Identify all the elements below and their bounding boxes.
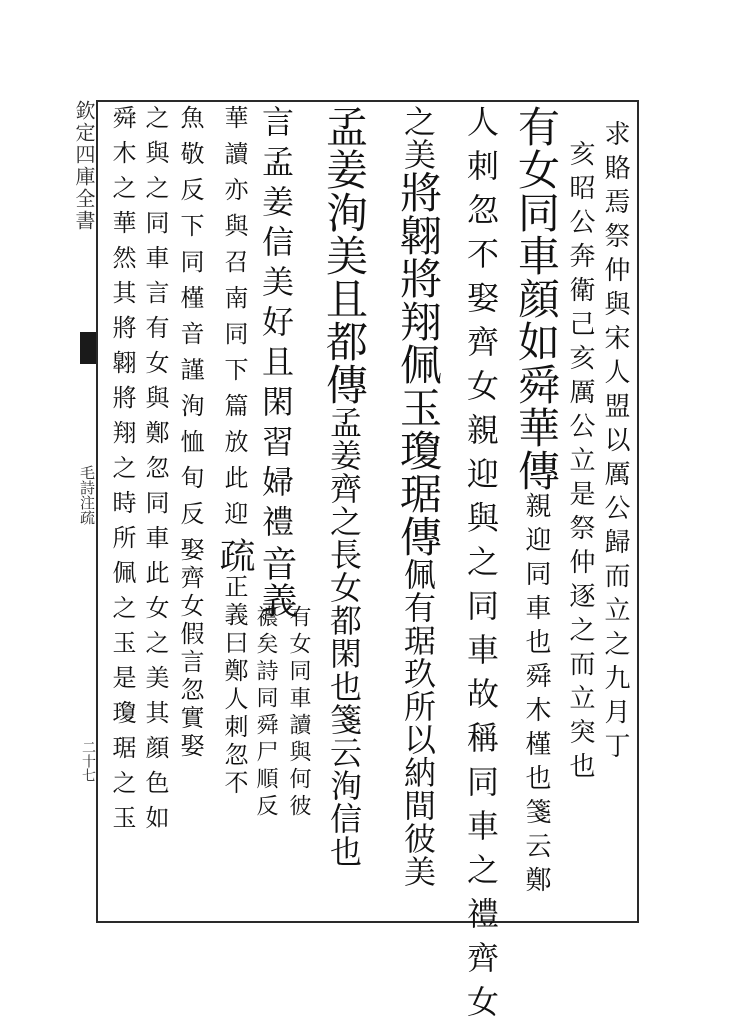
- fishtail-mark: [80, 332, 96, 364]
- section-label: 疏: [214, 537, 255, 574]
- text-column-1: 求賂焉祭仲與宋人盟以厲公歸而立之九月丁: [600, 120, 630, 766]
- frame-bottom-rule: [98, 921, 639, 923]
- phonetic-note: 魚敬反下同槿音謹洵恤旬反: [176, 105, 204, 537]
- commentary-text: 孟姜齊之長女都閑也箋云洵信也: [325, 406, 363, 868]
- main-text: 有女同車顔如舜華傳: [512, 105, 561, 492]
- text-column-2: 亥昭公奔衛己亥厲公立是祭仲逐之而立突也: [565, 140, 595, 786]
- commentary-text: 娶齊女假言忽實娶: [176, 537, 204, 761]
- text-column-11: 舜木之華然其將翺將翔之時所佩之玉是瓊琚之玉: [108, 105, 136, 840]
- margin-page-number: 二十七: [80, 740, 96, 782]
- frame-left-rule: [96, 100, 98, 923]
- commentary-text: 人刺忽不娶齊女親迎與之同車故稱同車之禮齊女: [462, 105, 500, 1029]
- phonetic-note: 華讀亦與召南同下篇放此迎: [220, 105, 248, 537]
- text-column-9: [175, 105, 205, 761]
- main-text: 將翺將翔佩玉瓊琚傳: [394, 171, 443, 558]
- text-column-8: [208, 105, 260, 798]
- commentary-text: 正義曰鄭人刺忽不: [220, 574, 248, 798]
- text-column-4: [455, 105, 507, 1029]
- frame-top-rule: [98, 100, 638, 102]
- commentary-text: 言孟姜信美好且閑習婦禮: [257, 105, 295, 545]
- commentary-text: 之美: [399, 105, 437, 171]
- text-column-7-note: [283, 605, 314, 821]
- margin-collection-title: 欽定四庫全書: [72, 100, 96, 232]
- margin-book-title: 毛詩注疏: [78, 465, 96, 525]
- phonetic-note: 有女同車讀與何彼: [286, 605, 311, 821]
- commentary-text: 佩有琚玖所以納間彼美: [399, 558, 437, 888]
- phonetic-note: 襛矣詩同舜尸順反: [253, 605, 278, 821]
- text-column-3: [510, 105, 562, 900]
- main-text: 孟姜洵美且都傳: [320, 105, 369, 406]
- text-column-5: [392, 105, 444, 888]
- commentary-text: 親迎同車也舜木槿也箋云鄭: [521, 492, 551, 900]
- frame-right-rule: [637, 100, 639, 922]
- text-column-10: 之與之同車言有女與鄭忽同車此女之美其顔色如: [141, 105, 169, 840]
- section-label: 音義: [256, 545, 297, 619]
- text-column-6: [318, 105, 370, 868]
